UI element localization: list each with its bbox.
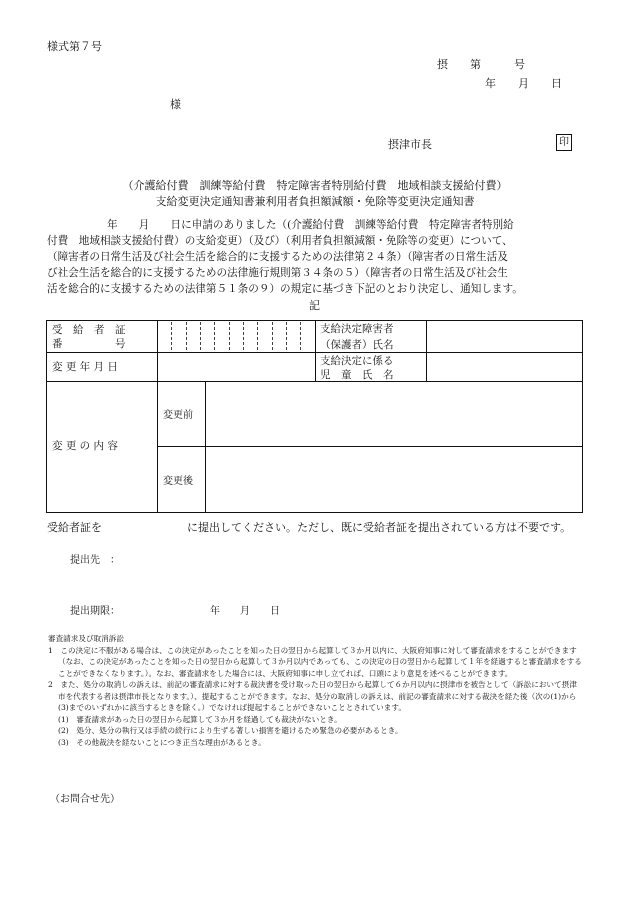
submit-destination-label: 提出先 ： [70,555,120,566]
title-line-1: （介護給付費 訓練等給付費 特定障害者特別給付費 地域相談支援給付費） [122,179,508,192]
recipient-name-label: （保護者）氏名 [320,339,394,351]
recipient-name-label: 支給決定障害者 [320,323,394,335]
note-subitem: (1) 審査請求があった日の翌日から起算して３か月を経過しても裁決がないとき。 [58,714,342,724]
change-date-label: 変 更 年 月 日 [52,361,118,373]
submit-instruction-part-1: 受給者証を [47,521,102,534]
body-paragraph [47,217,587,297]
change-content-label: 変 更 の 内 容 [52,440,118,452]
seal-stamp: 印 [556,134,572,151]
body-line: 付費 地域相談支援給付費）の支給変更）（及び）（利用者負担額減額・免除等の変更）について、 [47,235,513,247]
ki-heading: 記 [309,299,320,312]
body-line: 活を総合的に支援するための法律第５１条の９）の規定に基づき下記のとおり決定し、通知します。 [47,283,523,295]
issue-date: 年 月 日 [485,77,562,90]
body-line: 年 月 日に申請のありました（(介護給付費 訓練等給付費 特定障害者特別給 [107,219,514,231]
document-number: 摂 第 号 [437,58,525,71]
submit-instruction-part-2: に提出してください。ただし、既に受給者証を提出されている方は不要です。 [187,521,572,534]
deadline-label: 提出期限： [70,606,120,617]
cert-number-label: 受 給 者 証 [52,324,126,336]
cert-number-label: 番 号 [52,338,126,350]
notes-title: 審査請求及び取消訴訟 [48,634,124,643]
note-item: 1 この決定に不服がある場合は、この決定があったことを知った日の翌日から起算して３か月以内に、大阪府知事に対して審査請求をすることができます（なお、この決定があったことを知った日の翌日から起算して３か月以内であっても、この決定の日の翌日から起算して１年を経過すると審査請求をすることができなくなります。）。なお、審査請求をした場合には、大阪府知事に申し立てれば、口頭により意見を述べることができます。 [48,645,582,678]
body-line: び社会生活を総合的に支援するための法律施行規則第３４条の５）（障害者の日常生活及び社会生 [47,267,508,279]
note-subitem: (2) 処分、処分の執行又は手続の続行により生ずる著しい損害を避けるため緊急の必要があるとき。 [58,726,403,735]
deadline-date: 年 月 日 [210,606,280,617]
recipient-suffix: 様 [170,98,181,111]
form-number: 様式第７号 [47,40,102,53]
contact-heading: （お問合せ先） [50,794,120,805]
child-name-label: 児 童 氏 名 [320,369,394,381]
child-name-label: 支給決定に係る [320,355,394,367]
issuer-name: 摂津市長 [388,138,432,151]
note-item: 2 また、処分の取消しの訴えは、前記の審査請求に対する裁決書を受け取った日の翌日から起算して６か月以内に摂津市を被告として（訴訟において摂津市を代表する者は摂津市長となります。）、提起することができます。なお、処分の取消しの訴えは、前記の審査請求に対する裁決を経た後（次の(1)から(3)までのいずれかに該当するときを除く。）でなければ提起することができないこととされています。 [48,680,577,712]
note-subitem: (3) その他裁決を経ないことにつき正当な理由があるとき。 [58,737,266,747]
after-change-label: 変更後 [163,476,193,487]
body-line: （障害者の日常生活及び社会生活を総合的に支援するための法律第２４条）（障害者の日常生活及 [47,251,508,263]
appeal-notes [48,633,583,748]
before-change-label: 変更前 [163,410,193,421]
title-line-2: 支給変更決定通知書兼利用者負担額減額・免除等変更決定通知書 [155,195,475,208]
